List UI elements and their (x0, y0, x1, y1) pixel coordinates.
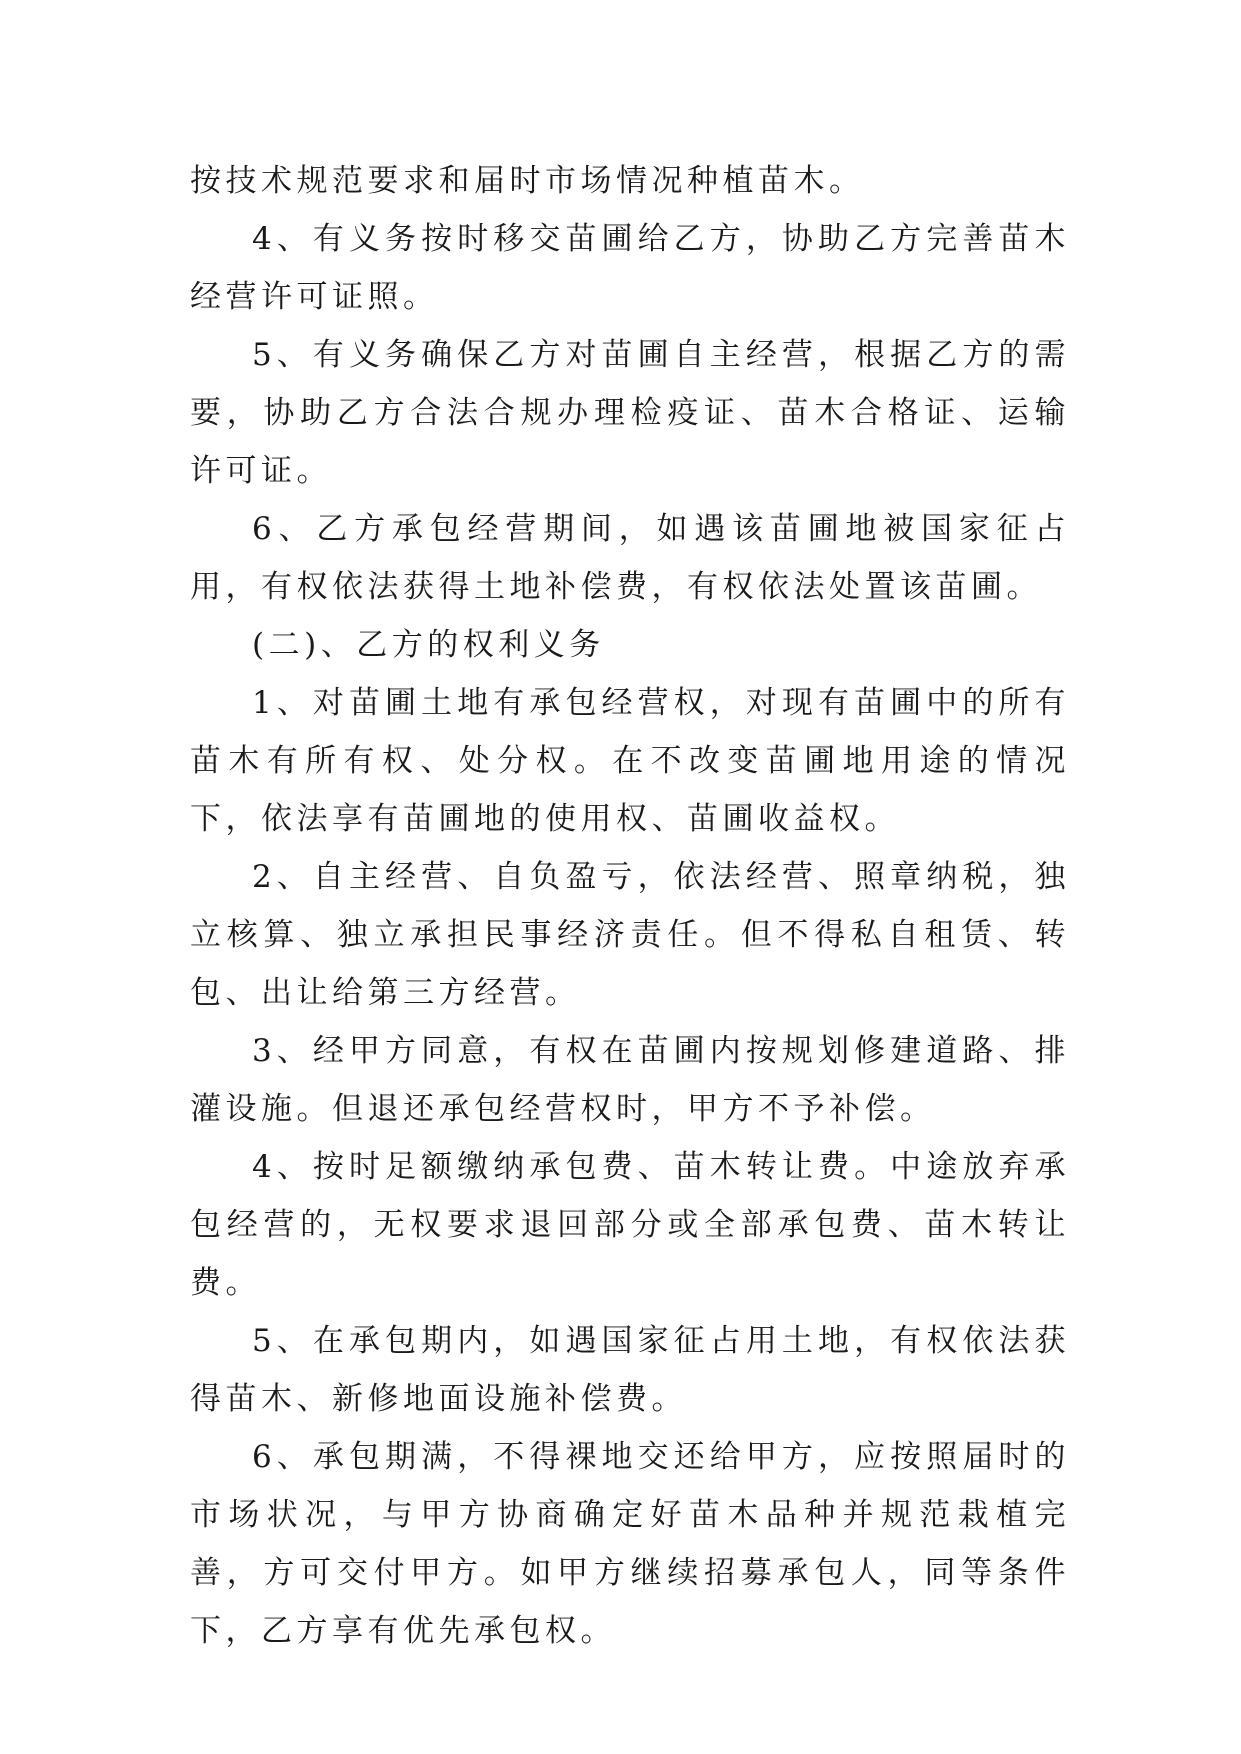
paragraph-b-item-3: 3、经甲方同意，有权在苗圃内按规划修建道路、排灌设施。但退还承包经营权时，甲方不予补偿。 (190, 1033, 1070, 1127)
document-body (190, 152, 1070, 1660)
paragraph-b-item-2: 2、自主经营、自负盈亏，依法经营、照章纳税，独立核算、独立承担民事经济责任。但不得私自租赁、转包、出让给第三方经营。 (190, 859, 1070, 1011)
paragraph-item-6: 6、乙方承包经营期间，如遇该苗圃地被国家征占用，有权依法获得土地补偿费，有权依法处置该苗圃。 (190, 511, 1070, 605)
paragraph-b-item-5: 5、在承包期内，如遇国家征占用土地，有权依法获得苗木、新修地面设施补偿费。 (190, 1323, 1070, 1417)
paragraph-item-4: 4、有义务按时移交苗圃给乙方，协助乙方完善苗木经营许可证照。 (190, 221, 1070, 315)
section-heading-party-b: (二)、乙方的权利义务 (252, 627, 605, 663)
paragraph-continuation: 按技术规范要求和届时市场情况种植苗木。 (190, 163, 865, 199)
paragraph-b-item-4: 4、按时足额缴纳承包费、苗木转让费。中途放弃承包经营的，无权要求退回部分或全部承包费、苗木转让费。 (190, 1149, 1070, 1301)
paragraph-item-5: 5、有义务确保乙方对苗圃自主经营，根据乙方的需要，协助乙方合法合规办理检疫证、苗木合格证、运输许可证。 (190, 337, 1070, 489)
paragraph-b-item-6: 6、承包期满，不得裸地交还给甲方，应按照届时的市场状况，与甲方协商确定好苗木品种并规范栽植完善，方可交付甲方。如甲方继续招募承包人，同等条件下，乙方享有优先承包权。 (190, 1439, 1070, 1649)
paragraph-b-item-1: 1、对苗圃土地有承包经营权，对现有苗圃中的所有苗木有所有权、处分权。在不改变苗圃地用途的情况下，依法享有苗圃地的使用权、苗圃收益权。 (190, 685, 1070, 837)
